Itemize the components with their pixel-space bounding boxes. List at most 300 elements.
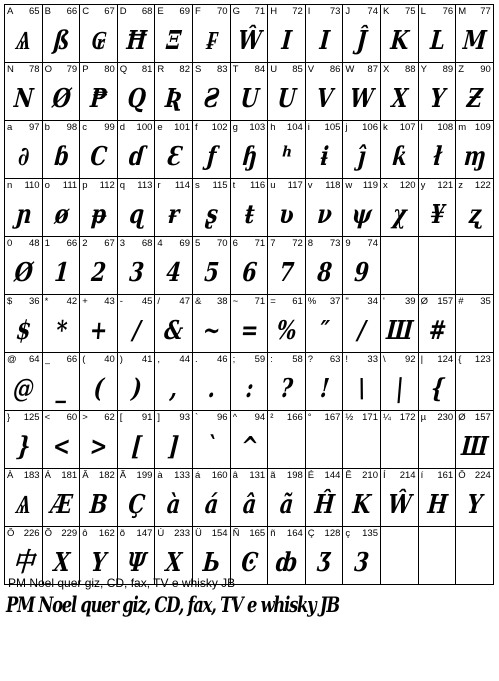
glyph-label	[233, 528, 266, 540]
glyph-code: 71	[254, 6, 266, 17]
glyph-label	[195, 122, 228, 134]
glyph-code: 124	[437, 354, 454, 365]
glyph-sample	[458, 369, 491, 409]
glyph-char: @	[7, 354, 17, 365]
glyph-sample: ″	[318, 316, 330, 346]
glyph-cell	[117, 294, 156, 353]
glyph-code: 66	[66, 238, 78, 249]
glyph-sample: /	[357, 316, 367, 346]
glyph-sample: ,	[169, 374, 179, 404]
glyph-sample: W	[349, 84, 375, 114]
glyph-sample: 6	[240, 258, 257, 288]
glyph-label	[7, 238, 40, 250]
glyph-code: 110	[24, 180, 40, 191]
glyph-code: 86	[329, 64, 341, 75]
glyph-char: ½	[345, 412, 354, 423]
glyph-label	[82, 470, 115, 482]
glyph-cell	[4, 4, 43, 63]
glyph-cell	[342, 236, 381, 295]
glyph-label	[421, 296, 454, 308]
glyph-label	[45, 528, 78, 540]
glyph-label	[120, 122, 153, 134]
glyph-cell	[305, 526, 344, 585]
glyph-char: P	[82, 64, 89, 75]
glyph-code: 48	[29, 238, 40, 249]
glyph-sample: 中	[12, 548, 35, 578]
glyph-code: 94	[254, 412, 266, 423]
glyph-label	[195, 528, 228, 540]
glyph-cell	[380, 62, 419, 121]
glyph-label	[45, 238, 78, 250]
glyph-code: 91	[141, 412, 153, 423]
glyph-char: 1	[44, 238, 50, 249]
glyph-sample: Ɛ	[165, 142, 183, 172]
glyph-label	[270, 296, 303, 308]
glyph-code: 224	[474, 470, 491, 481]
glyph-char: 9	[345, 238, 351, 249]
glyph-cell	[79, 410, 118, 469]
glyph-label	[7, 122, 40, 134]
glyph-cell	[230, 120, 269, 179]
glyph-char: 5	[195, 238, 201, 249]
glyph-sample: U	[276, 84, 297, 114]
glyph-sample: *	[54, 316, 68, 346]
glyph-label	[458, 412, 491, 424]
glyph-char: q	[119, 180, 126, 191]
glyph-label	[82, 238, 115, 250]
glyph-code: 40	[104, 354, 115, 365]
glyph-code: 64	[29, 354, 40, 365]
glyph-char: Ø	[458, 412, 466, 423]
glyph-sample: |	[394, 374, 404, 404]
glyph-row	[4, 178, 494, 236]
glyph-char: H	[270, 6, 278, 17]
glyph-char: ô	[82, 528, 88, 539]
glyph-code: 165	[249, 528, 266, 539]
glyph-cell	[342, 410, 381, 469]
glyph-char: K	[383, 6, 390, 17]
glyph-label	[45, 296, 78, 308]
glyph-sample: 5	[203, 258, 220, 288]
glyph-char: p	[82, 180, 88, 191]
glyph-label	[233, 412, 266, 424]
glyph-sample	[345, 427, 378, 467]
glyph-code: 38	[217, 296, 228, 307]
glyph-sample: X	[164, 548, 183, 578]
glyph-label	[82, 6, 115, 18]
glyph-code: 171	[362, 412, 378, 423]
glyph-label	[233, 64, 266, 76]
glyph-label	[7, 470, 40, 482]
glyph-sample: ȸ	[274, 548, 299, 578]
glyph-char: ^	[232, 412, 238, 423]
glyph-cell	[380, 352, 419, 411]
glyph-char: V	[307, 64, 315, 75]
glyph-code: 72	[292, 238, 303, 249]
glyph-cell	[267, 62, 306, 121]
glyph-code: 87	[367, 64, 378, 75]
glyph-cell	[342, 468, 381, 527]
glyph-char: X	[383, 64, 390, 75]
glyph-code: 88	[405, 64, 416, 75]
glyph-code: 37	[329, 296, 341, 307]
glyph-code: 230	[437, 412, 454, 423]
glyph-code: 84	[254, 64, 266, 75]
glyph-cell	[117, 4, 156, 63]
glyph-code: 47	[179, 296, 190, 307]
glyph-sample: Ĵ	[355, 26, 368, 56]
glyph-code: 226	[23, 528, 40, 539]
glyph-code: 116	[250, 180, 266, 191]
glyph-char: W	[345, 64, 355, 75]
glyph-code: 81	[141, 64, 153, 75]
glyph-code: 133	[174, 470, 190, 481]
glyph-cell	[4, 294, 43, 353]
glyph-label	[82, 122, 115, 134]
glyph-char: k	[383, 122, 388, 133]
glyph-cell	[342, 526, 381, 585]
glyph-cell	[305, 410, 344, 469]
glyph-code: 33	[367, 354, 378, 365]
glyph-label	[195, 238, 228, 250]
glyph-code: 107	[399, 122, 416, 133]
glyph-char: )	[119, 354, 123, 365]
glyph-char: w	[345, 180, 353, 191]
glyph-label	[120, 470, 153, 482]
glyph-label	[7, 354, 40, 366]
glyph-code: 167	[324, 412, 341, 423]
glyph-label	[345, 180, 378, 192]
glyph-char: 4	[157, 238, 163, 249]
glyph-label	[421, 412, 454, 424]
glyph-sample: ₢	[90, 26, 107, 56]
glyph-code: 118	[325, 180, 341, 191]
glyph-char: *	[44, 296, 49, 307]
glyph-code: 182	[98, 470, 115, 481]
glyph-code: 109	[474, 122, 491, 133]
glyph-cell	[455, 236, 494, 295]
glyph-label	[7, 6, 40, 18]
glyph-cell	[305, 294, 344, 353]
glyph-sample	[421, 253, 454, 293]
glyph-char: :	[270, 354, 273, 365]
glyph-sample: 3	[127, 258, 145, 288]
glyph-char: Ã	[119, 470, 127, 481]
glyph-code: 115	[212, 180, 228, 191]
glyph-cell	[79, 468, 118, 527]
glyph-char: Q	[119, 64, 128, 75]
glyph-row	[4, 236, 494, 294]
glyph-char: Ç	[307, 528, 315, 539]
glyph-cell	[192, 468, 231, 527]
glyph-sample: Ӏ	[280, 26, 293, 56]
glyph-char: =	[270, 296, 276, 307]
glyph-cell	[230, 178, 269, 237]
glyph-char: Í	[383, 470, 386, 481]
glyph-label	[345, 6, 378, 18]
character-map-grid	[4, 4, 494, 590]
glyph-char: !	[345, 354, 349, 365]
glyph-char: Ê	[345, 470, 352, 481]
glyph-sample: }	[15, 432, 31, 462]
glyph-label	[120, 354, 153, 366]
glyph-code: 128	[324, 528, 341, 539]
glyph-label	[233, 470, 266, 482]
glyph-label	[458, 470, 491, 482]
glyph-code: 144	[324, 470, 341, 481]
glyph-label	[270, 6, 303, 18]
glyph-label	[345, 64, 378, 76]
glyph-code: 123	[474, 354, 491, 365]
glyph-code: 72	[292, 6, 303, 17]
glyph-code: 60	[66, 412, 78, 423]
glyph-sample: 2	[90, 258, 107, 288]
glyph-cell	[42, 178, 81, 237]
glyph-cell	[267, 120, 306, 179]
glyph-label	[308, 180, 341, 192]
glyph-sample: ₣	[205, 26, 218, 56]
glyph-label	[195, 412, 228, 424]
glyph-sample: <	[51, 432, 71, 462]
glyph-label	[383, 354, 416, 366]
glyph-code: 74	[367, 6, 378, 17]
glyph-row	[4, 120, 494, 178]
glyph-cell	[267, 468, 306, 527]
glyph-cell	[192, 294, 231, 353]
glyph-char: g	[232, 122, 238, 133]
glyph-cell	[380, 294, 419, 353]
glyph-code: 172	[399, 412, 416, 423]
glyph-sample	[421, 543, 454, 583]
glyph-label	[120, 528, 153, 540]
glyph-cell	[418, 236, 457, 295]
glyph-label	[383, 180, 416, 192]
glyph-char: 0	[7, 238, 13, 249]
glyph-sample: K	[351, 490, 372, 520]
glyph-code: 161	[437, 470, 454, 481]
glyph-label	[45, 354, 78, 366]
glyph-label	[157, 528, 190, 540]
glyph-label	[195, 64, 228, 76]
glyph-sample: 1	[52, 258, 69, 288]
glyph-cell	[192, 4, 231, 63]
glyph-code: 199	[136, 470, 153, 481]
glyph-char: e	[157, 122, 163, 133]
glyph-label	[7, 528, 40, 540]
glyph-cell	[42, 62, 81, 121]
glyph-char: s	[195, 180, 200, 191]
glyph-label	[157, 238, 190, 250]
glyph-char: Y	[420, 64, 427, 75]
glyph-sample: ɧ	[240, 142, 258, 172]
glyph-char: L	[420, 6, 426, 17]
glyph-cell	[42, 468, 81, 527]
glyph-label	[458, 122, 491, 134]
glyph-char: r	[157, 180, 161, 191]
glyph-sample: ?	[279, 374, 294, 404]
glyph-cell	[230, 526, 269, 585]
glyph-label	[345, 354, 378, 366]
glyph-char: °	[307, 412, 312, 423]
glyph-label	[270, 528, 303, 540]
glyph-label	[45, 64, 78, 76]
glyph-char: U	[270, 64, 278, 75]
glyph-label	[345, 412, 378, 424]
glyph-label	[345, 470, 378, 482]
glyph-sample: {	[429, 374, 445, 404]
glyph-char: F	[195, 6, 201, 17]
glyph-cell	[267, 236, 306, 295]
glyph-cell	[117, 236, 156, 295]
glyph-sample: %	[275, 316, 298, 346]
glyph-sample: ɋ	[127, 200, 145, 230]
glyph-sample: ν	[316, 200, 333, 230]
glyph-cell	[418, 120, 457, 179]
glyph-cell	[342, 62, 381, 121]
glyph-sample: ¥	[428, 200, 445, 230]
glyph-sample: 7	[278, 258, 295, 288]
glyph-code: 46	[217, 354, 228, 365]
glyph-cell	[418, 526, 457, 585]
glyph-char: Ñ	[232, 528, 240, 539]
glyph-sample: ŧ	[243, 200, 255, 230]
glyph-sample: Æ	[49, 490, 73, 520]
glyph-sample: B	[88, 490, 109, 520]
glyph-code: 65	[29, 6, 40, 17]
glyph-cell	[154, 62, 193, 121]
glyph-sample: Ш	[385, 316, 414, 346]
glyph-char: i	[307, 122, 310, 133]
glyph-label	[308, 412, 341, 424]
glyph-label	[82, 296, 115, 308]
glyph-cell	[418, 4, 457, 63]
glyph-char: O	[44, 64, 52, 75]
glyph-cell	[230, 62, 269, 121]
glyph-code: 108	[437, 122, 454, 133]
glyph-sample: Y	[466, 490, 483, 520]
glyph-cell	[230, 294, 269, 353]
glyph-cell	[342, 352, 381, 411]
glyph-cell	[418, 178, 457, 237]
glyph-cell	[342, 120, 381, 179]
glyph-label	[270, 180, 303, 192]
glyph-char: v	[307, 180, 313, 191]
glyph-char: ñ	[270, 528, 276, 539]
glyph-code: 103	[249, 122, 266, 133]
glyph-cell	[418, 62, 457, 121]
glyph-sample: ƙ	[391, 142, 408, 172]
glyph-cell	[305, 62, 344, 121]
glyph-label	[383, 412, 416, 424]
glyph-sample: ∂	[16, 142, 30, 172]
glyph-cell	[192, 62, 231, 121]
glyph-sample: ₱	[89, 84, 108, 114]
glyph-row	[4, 294, 494, 352]
glyph-cell	[267, 352, 306, 411]
glyph-code: 104	[286, 122, 303, 133]
glyph-code: 100	[136, 122, 153, 133]
glyph-char: Ô	[458, 470, 466, 481]
glyph-code: 75	[405, 6, 416, 17]
glyph-sample: ɱ	[462, 142, 487, 172]
glyph-sample: Ψ	[125, 548, 147, 578]
glyph-sample: ɗ	[127, 142, 145, 172]
glyph-label	[120, 296, 153, 308]
glyph-sample: Ŵ	[386, 490, 412, 520]
glyph-code: 68	[141, 6, 153, 17]
glyph-cell	[305, 4, 344, 63]
glyph-cell	[455, 178, 494, 237]
glyph-sample: Ø	[50, 84, 71, 114]
glyph-sample	[383, 253, 416, 293]
glyph-cell	[42, 120, 81, 179]
glyph-cell	[455, 4, 494, 63]
glyph-char: J	[345, 6, 351, 17]
glyph-label	[421, 470, 454, 482]
glyph-cell	[192, 236, 231, 295]
glyph-cell	[4, 120, 43, 179]
glyph-sample: ł	[432, 142, 442, 172]
glyph-cell	[154, 468, 193, 527]
glyph-code: 164	[286, 528, 303, 539]
glyph-cell	[79, 120, 118, 179]
glyph-cell	[4, 410, 43, 469]
glyph-cell	[267, 526, 306, 585]
glyph-label	[270, 470, 303, 482]
glyph-code: 68	[141, 238, 153, 249]
glyph-cell	[305, 178, 344, 237]
glyph-label	[82, 412, 115, 424]
glyph-cell	[342, 4, 381, 63]
glyph-code: 58	[292, 354, 303, 365]
glyph-char: 2	[82, 238, 88, 249]
glyph-cell	[418, 410, 457, 469]
glyph-sample: Ш	[460, 432, 489, 462]
glyph-code: 66	[66, 354, 78, 365]
glyph-char: b	[44, 122, 50, 133]
glyph-code: 198	[286, 470, 303, 481]
glyph-label	[157, 354, 190, 366]
glyph-code: 101	[174, 122, 190, 133]
glyph-cell	[42, 4, 81, 63]
glyph-cell	[154, 294, 193, 353]
glyph-sample: \	[357, 374, 367, 404]
glyph-sample: Ѧ	[15, 26, 32, 56]
glyph-label	[45, 122, 78, 134]
glyph-label	[45, 180, 78, 192]
glyph-label	[120, 412, 153, 424]
glyph-char: I	[307, 6, 311, 17]
glyph-sample: ɨ	[319, 142, 329, 172]
glyph-code: 59	[254, 354, 266, 365]
glyph-char: `	[195, 412, 199, 423]
glyph-sample	[383, 543, 416, 583]
glyph-sample: V	[315, 84, 334, 114]
glyph-label	[45, 6, 78, 18]
glyph-cell	[192, 410, 231, 469]
glyph-label	[345, 296, 378, 308]
glyph-code: 147	[136, 528, 153, 539]
glyph-cell	[154, 410, 193, 469]
glyph-label	[233, 180, 266, 192]
glyph-char: µ	[420, 412, 427, 423]
glyph-char: l	[420, 122, 423, 133]
glyph-cell	[117, 410, 156, 469]
glyph-code: 154	[211, 528, 228, 539]
glyph-sample: K	[389, 26, 410, 56]
glyph-code: 93	[179, 412, 190, 423]
glyph-char: m	[458, 122, 467, 133]
